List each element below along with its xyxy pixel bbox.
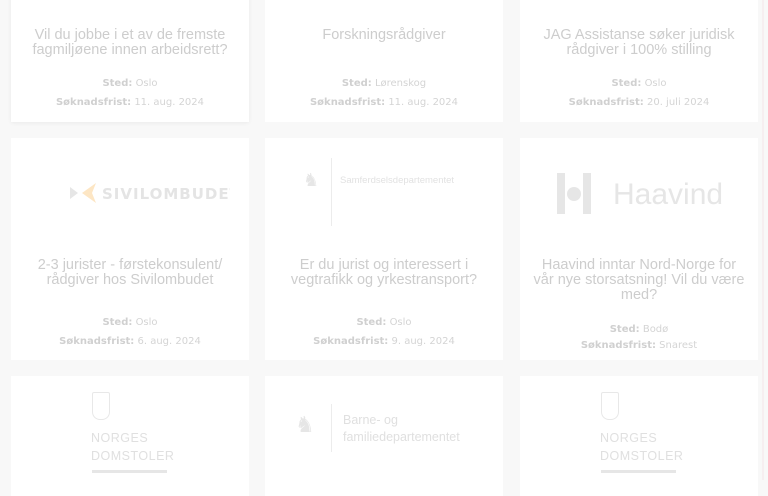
logo-underline bbox=[601, 470, 676, 473]
logo-text-line1: NORGES bbox=[91, 431, 149, 445]
haavind-logo bbox=[520, 172, 758, 221]
logo-underline bbox=[92, 470, 167, 473]
logo-text-line1: NORGES bbox=[600, 431, 658, 445]
logo-text: Haavind bbox=[613, 178, 724, 211]
coat-of-arms-icon bbox=[601, 392, 619, 420]
job-card[interactable] bbox=[520, 0, 758, 122]
deadline-value: 9. aug. 2024 bbox=[391, 336, 455, 347]
deadline-label: Søknadsfrist: bbox=[309, 97, 386, 108]
job-location bbox=[265, 313, 503, 332]
job-deadline bbox=[520, 93, 758, 112]
job-deadline bbox=[11, 93, 249, 112]
deadline-label: Søknadsfrist: bbox=[313, 336, 389, 347]
job-deadline bbox=[265, 332, 503, 351]
job-card[interactable] bbox=[520, 376, 758, 496]
job-deadline bbox=[265, 93, 503, 112]
job-location bbox=[11, 74, 249, 93]
deadline-label: Søknadsfrist: bbox=[568, 97, 644, 108]
job-title[interactable]: Vil du jobbe i et av de fremste fagmiljøene innen arbeidsrett? bbox=[32, 27, 228, 58]
job-card[interactable] bbox=[11, 376, 249, 496]
job-card[interactable] bbox=[11, 0, 249, 122]
location-value: Oslo bbox=[644, 78, 667, 89]
job-title[interactable]: Haavind inntar Nord-Norge for vår nye storsatsning! Vil du være med? bbox=[533, 257, 745, 303]
location-value: Oslo bbox=[135, 317, 158, 328]
location-label: Sted: bbox=[609, 324, 640, 335]
logo-divider bbox=[331, 158, 332, 226]
logo-text-line1: Barne- og bbox=[343, 413, 398, 427]
deadline-value: 20. juli 2024 bbox=[646, 97, 710, 108]
logo-divider bbox=[331, 404, 332, 452]
deadline-value: 11. aug. 2024 bbox=[134, 97, 205, 108]
logo-text-line2: familiedepartementet bbox=[343, 430, 460, 444]
lion-icon: ♞ bbox=[295, 412, 315, 437]
location-label: Sted: bbox=[102, 78, 133, 89]
location-value: Oslo bbox=[389, 317, 412, 328]
job-location bbox=[265, 74, 503, 93]
job-card[interactable] bbox=[265, 0, 503, 122]
location-value: Oslo bbox=[135, 78, 158, 89]
job-title[interactable]: JAG Assistanse søker juridisk rådgiver i 100% stilling bbox=[543, 27, 735, 58]
scrollbar-edge bbox=[762, 0, 764, 480]
job-card[interactable] bbox=[520, 138, 758, 360]
job-card[interactable] bbox=[265, 138, 503, 360]
logo-text: Samferdselsdepartementet bbox=[340, 175, 455, 186]
haavind-mark-icon bbox=[529, 172, 749, 216]
job-card[interactable] bbox=[11, 138, 249, 360]
location-label: Sted: bbox=[341, 78, 372, 89]
job-title[interactable]: Er du jurist og interessert i vegtrafikk og yrkestransport? bbox=[290, 257, 478, 288]
deadline-value: 6. aug. 2024 bbox=[137, 336, 201, 347]
logo-text: SIVILOMBUDET bbox=[102, 185, 230, 203]
deadline-value: Snarest bbox=[659, 340, 698, 351]
job-location bbox=[11, 313, 249, 332]
location-value: Bodø bbox=[642, 324, 669, 335]
sivilombudet-mark-icon bbox=[30, 182, 230, 204]
location-label: Sted: bbox=[102, 317, 133, 328]
job-title[interactable]: Forskningsrådgiver bbox=[322, 27, 446, 43]
job-card[interactable] bbox=[265, 376, 503, 496]
logo-text-line2: DOMSTOLER bbox=[600, 449, 684, 463]
logo-text-line2: DOMSTOLER bbox=[91, 449, 175, 463]
job-location bbox=[520, 74, 758, 93]
job-deadline bbox=[520, 336, 758, 355]
deadline-value: 11. aug. 2024 bbox=[388, 97, 459, 108]
deadline-label: Søknadsfrist: bbox=[59, 336, 135, 347]
location-value: Lørenskog bbox=[374, 78, 427, 89]
deadline-label: Søknadsfrist: bbox=[580, 340, 656, 351]
sivilombudet-logo bbox=[11, 182, 249, 209]
location-label: Sted: bbox=[611, 78, 642, 89]
deadline-label: Søknadsfrist: bbox=[55, 97, 132, 108]
location-label: Sted: bbox=[356, 317, 387, 328]
lion-icon: ♞ bbox=[303, 170, 320, 190]
job-title[interactable]: 2-3 jurister - førstekonsulent/ rådgiver hos Sivilombudet bbox=[37, 257, 223, 288]
job-deadline bbox=[11, 332, 249, 351]
coat-of-arms-icon bbox=[92, 392, 110, 420]
